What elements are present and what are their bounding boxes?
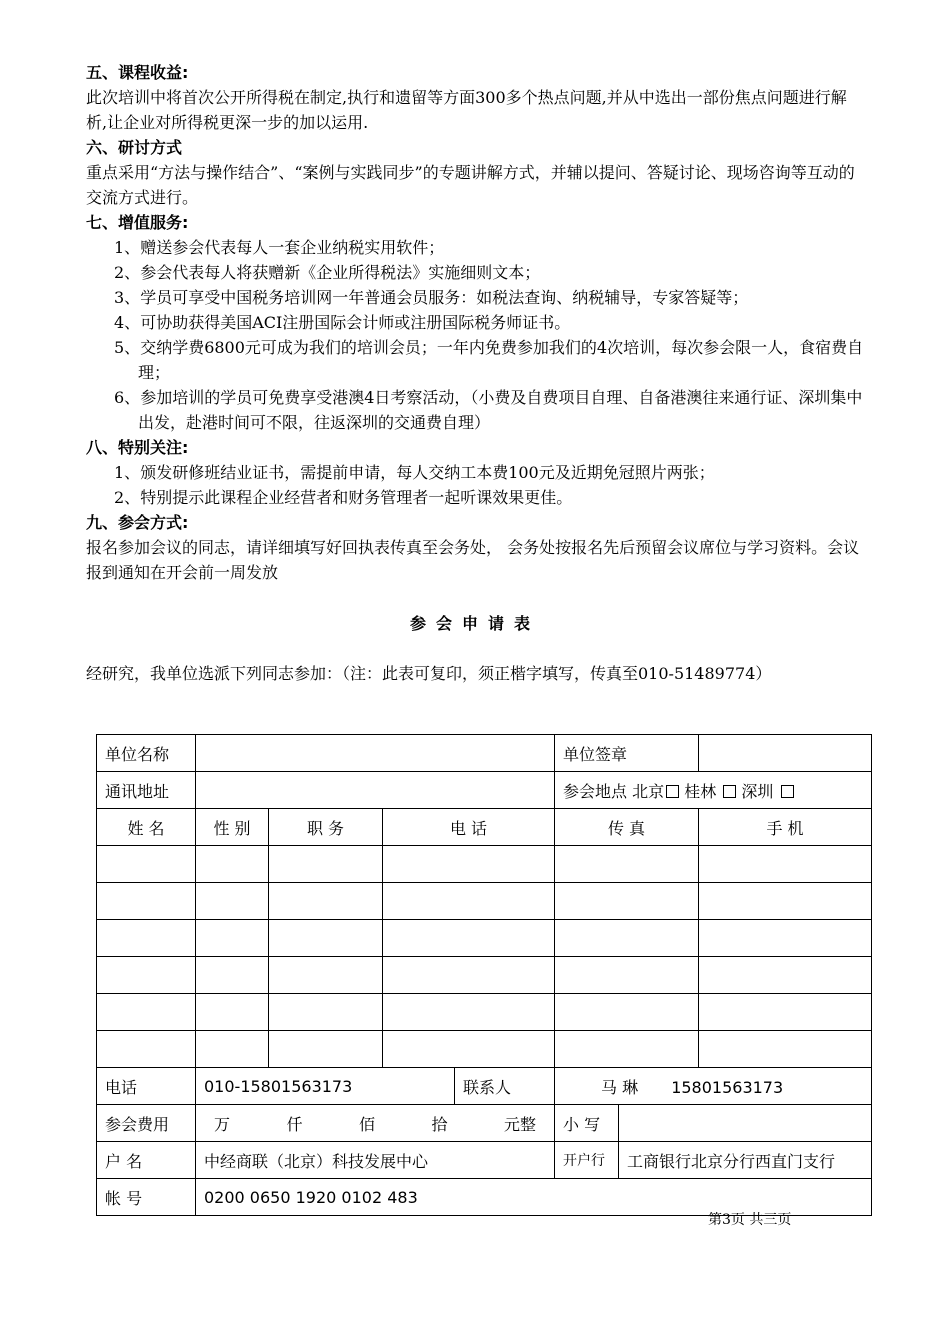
- participant-cell[interactable]: [97, 1031, 196, 1068]
- venue-shenzhen-label: 深圳: [741, 781, 774, 801]
- s7-item-number: 3、: [114, 288, 141, 307]
- s7-item-text: 参加培训的学员可免费享受港澳4日考察活动，（小费及自费项目自理、自备港澳往来通行证、深圳集中出发，赴港时间可不限，往返深圳的交通费自理）: [138, 388, 863, 432]
- account-name-value: 中经商联（北京）科技发展中心: [196, 1142, 555, 1179]
- page-footer: 第3页 共三页: [708, 1212, 792, 1228]
- participant-cell[interactable]: [555, 883, 699, 920]
- section-7-list: [86, 235, 866, 435]
- participant-cell[interactable]: [97, 920, 196, 957]
- section-8-list: [86, 460, 866, 510]
- s7-item-text: 可协助获得美国ACI注册国际会计师或注册国际税务师证书。: [140, 313, 571, 332]
- venue-cell: [555, 772, 872, 809]
- participant-cell[interactable]: [196, 1031, 269, 1068]
- col-phone-header: 电 话: [383, 809, 555, 846]
- contact-cell: [555, 1068, 872, 1105]
- s7-item: [86, 385, 866, 435]
- col-position-header: 职 务: [269, 809, 383, 846]
- participant-cell[interactable]: [555, 920, 699, 957]
- col-fax-header: 传 真: [555, 809, 699, 846]
- section-9-text: 报名参加会议的同志，请详细填写好回执表传真至会务处， 会务处按报名先后预留会议席位与学习资料。会议报到通知在开会前一周发放: [86, 538, 860, 582]
- venue-guilin-checkbox[interactable]: [723, 785, 736, 798]
- participant-cell[interactable]: [699, 1031, 872, 1068]
- unit-seal-label: 单位签章: [555, 735, 699, 772]
- venue-shenzhen-checkbox[interactable]: [781, 785, 794, 798]
- unit-name-label: 单位名称: [97, 735, 196, 772]
- participant-cell[interactable]: [383, 883, 555, 920]
- contact-label: 联系人: [455, 1068, 555, 1105]
- participant-cell[interactable]: [269, 846, 383, 883]
- participant-cell[interactable]: [383, 957, 555, 994]
- participant-cell[interactable]: [196, 920, 269, 957]
- section-9-title: 九、参会方式:: [86, 513, 189, 532]
- participant-cell[interactable]: [699, 994, 872, 1031]
- participant-row: [97, 883, 872, 920]
- participant-cell[interactable]: [97, 994, 196, 1031]
- section-6-text: 重点采用“方法与操作结合”、“案例与实践同步”的专题讲解方式，并辅以提问、答疑讨论、现场咨询等互动的交流方式进行。: [86, 163, 855, 207]
- fee-unit: 万: [214, 1114, 231, 1134]
- s7-item: [86, 285, 866, 310]
- s7-item: [86, 260, 866, 285]
- venue-label: 参会地点: [563, 781, 628, 801]
- s7-item: [86, 335, 866, 385]
- participant-cell[interactable]: [269, 994, 383, 1031]
- s7-item-number: 5、: [114, 338, 141, 357]
- application-form: [96, 734, 872, 1216]
- participant-cell[interactable]: [97, 846, 196, 883]
- fee-small-label: 小 写: [555, 1105, 619, 1142]
- participant-cell[interactable]: [269, 920, 383, 957]
- s8-item: [86, 460, 866, 485]
- venue-beijing-label: 北京: [632, 781, 665, 801]
- participant-cell[interactable]: [699, 957, 872, 994]
- s7-item-text: 赠送参会代表每人一套企业纳税实用软件；: [140, 238, 445, 257]
- address-field[interactable]: [196, 772, 555, 809]
- participant-cell[interactable]: [555, 994, 699, 1031]
- participant-cell[interactable]: [97, 957, 196, 994]
- participant-row: [97, 957, 872, 994]
- participant-row: [97, 1031, 872, 1068]
- phone-label: 电话: [97, 1068, 196, 1105]
- participant-row: [97, 846, 872, 883]
- s8-item-number: 2、: [114, 488, 141, 507]
- section-6-title: 六、研讨方式: [86, 138, 183, 157]
- s7-item: [86, 235, 866, 260]
- participant-cell[interactable]: [555, 1031, 699, 1068]
- venue-guilin-label: 桂林: [684, 781, 717, 801]
- participant-row: [97, 920, 872, 957]
- fee-label: 参会费用: [97, 1105, 196, 1142]
- section-7-title: 七、增值服务:: [86, 213, 189, 232]
- participant-cell[interactable]: [555, 846, 699, 883]
- fee-unit: 佰: [358, 1114, 375, 1134]
- form-intro: 经研究，我单位选派下列同志参加：（注：此表可复印，须正楷字填写，传真至010-51489774）: [86, 664, 772, 683]
- participant-cell[interactable]: [269, 883, 383, 920]
- participant-cell[interactable]: [699, 846, 872, 883]
- venue-beijing-checkbox[interactable]: [666, 785, 679, 798]
- participant-cell[interactable]: [555, 957, 699, 994]
- address-label: 通讯地址: [97, 772, 196, 809]
- phone-value: 010-15801563173: [196, 1068, 455, 1105]
- s7-item-text: 参会代表每人将获赠新《企业所得税法》实施细则文本；: [140, 263, 541, 282]
- participant-cell[interactable]: [383, 846, 555, 883]
- s7-item-text: 学员可享受中国税务培训网一年普通会员服务：如税法查询、纳税辅导，专家答疑等；: [140, 288, 749, 307]
- participant-cell[interactable]: [196, 994, 269, 1031]
- participant-cell[interactable]: [97, 883, 196, 920]
- contact-phone: 15801563173: [671, 1077, 784, 1097]
- participant-cell[interactable]: [383, 920, 555, 957]
- s8-item: [86, 485, 866, 510]
- s7-item: [86, 310, 866, 335]
- fee-unit: 拾: [431, 1114, 448, 1134]
- s8-item-number: 1、: [114, 463, 141, 482]
- section-8-title: 八、特别关注:: [86, 438, 189, 457]
- s7-item-number: 1、: [114, 238, 141, 257]
- participant-cell[interactable]: [699, 920, 872, 957]
- col-mobile-header: 手 机: [699, 809, 872, 846]
- unit-seal-field[interactable]: [699, 735, 872, 772]
- participant-cell[interactable]: [196, 957, 269, 994]
- section-5-title: 五、课程收益:: [86, 63, 189, 82]
- participant-cell[interactable]: [269, 1031, 383, 1068]
- section-5-text: 此次培训中将首次公开所得税在制定,执行和遗留等方面300多个热点问题,并从中选出一部份焦点问题进行解析,让企业对所得税更深一步的加以运用.: [86, 88, 847, 132]
- s8-item-text: 特别提示此课程企业经营者和财务管理者一起听课效果更佳。: [140, 488, 573, 507]
- bank-label: 开户行: [555, 1142, 619, 1179]
- unit-name-field[interactable]: [196, 735, 555, 772]
- document-body: [86, 60, 866, 585]
- fee-small-field[interactable]: [619, 1105, 872, 1142]
- bank-value: 工商银行北京分行西直门支行: [619, 1142, 872, 1179]
- account-name-label: 户 名: [97, 1142, 196, 1179]
- participant-cell[interactable]: [699, 883, 872, 920]
- contact-name: 马 琳: [601, 1077, 639, 1097]
- fee-unit: 元整: [503, 1114, 536, 1134]
- s7-item-number: 6、: [114, 388, 141, 407]
- participant-cell[interactable]: [196, 883, 269, 920]
- fee-units: [196, 1105, 555, 1142]
- participant-cell[interactable]: [269, 957, 383, 994]
- col-name-header: 姓 名: [97, 809, 196, 846]
- form-title: 参会申请表: [409, 614, 540, 633]
- s7-item-text: 交纳学费6800元可成为我们的培训会员；一年内免费参加我们的4次培训，每次参会限一人，食宿费自理；: [138, 338, 864, 382]
- participant-cell[interactable]: [196, 846, 269, 883]
- fee-unit: 仟: [286, 1114, 303, 1134]
- participant-row: [97, 994, 872, 1031]
- participant-cell[interactable]: [383, 1031, 555, 1068]
- account-no-label: 帐 号: [97, 1179, 196, 1216]
- account-no-value: 0200 0650 1920 0102 483: [196, 1179, 872, 1216]
- s8-item-text: 颁发研修班结业证书，需提前申请，每人交纳工本费100元及近期免冠照片两张；: [140, 463, 715, 482]
- s7-item-number: 4、: [114, 313, 141, 332]
- participant-cell[interactable]: [383, 994, 555, 1031]
- col-gender-header: 性 别: [196, 809, 269, 846]
- s7-item-number: 2、: [114, 263, 141, 282]
